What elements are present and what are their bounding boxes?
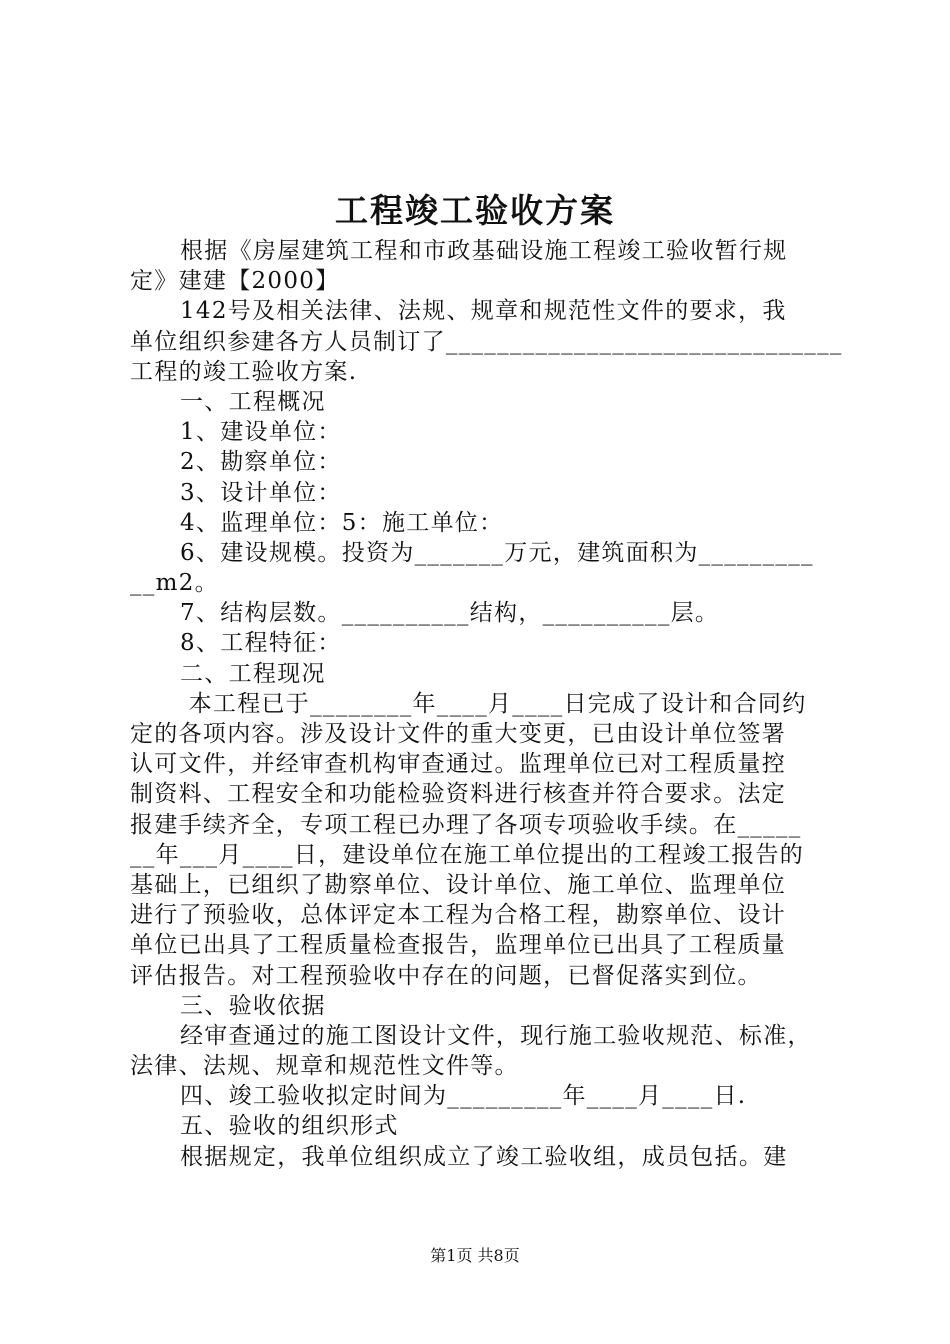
text-line: 1、建设单位：	[180, 419, 342, 446]
text-line: __年___月____日，建设单位在施工单位提出的工程竣工报告的	[130, 841, 805, 868]
text-line: 本工程已于________年____月____日完成了设计和合同约	[180, 690, 807, 717]
text-line: 7、结构层数。__________结构，__________层。	[180, 600, 720, 627]
text-line: 四、竣工验收拟定时间为_________年____月____日.	[180, 1083, 747, 1110]
text-line: 4、监理单位：5：施工单位：	[180, 509, 504, 536]
text-line: 五、验收的组织形式	[180, 1113, 399, 1140]
text-line: 制资料、工程安全和功能检验资料进行核查并符合要求。法定	[130, 781, 787, 808]
text-line: 3、设计单位：	[180, 479, 342, 506]
text-line: 6、建设规模。投资为_______万元，建筑面积为_________	[180, 539, 814, 566]
text-line: 报建手续齐全，专项工程已办理了各项专项验收手续。在_____	[130, 811, 802, 838]
text-line: 142号及相关法律、法规、规章和规范性文件的要求，我	[180, 298, 787, 325]
page-footer: 第1页 共8页	[430, 1246, 520, 1265]
text-line: 三、验收依据	[180, 992, 326, 1019]
text-line: 工程的竣工验收方案.	[130, 358, 358, 385]
text-line: 根据《房屋建筑工程和市政基础设施工程竣工验收暂行规	[180, 238, 788, 264]
text-line: 定的各项内容。涉及设计文件的重大变更，已由设计单位签署	[130, 721, 787, 747]
text-line: 定》建建【2000】	[130, 268, 340, 295]
text-line: 单位已出具了工程质量检查报告，监理单位已出具了工程质量	[130, 932, 787, 959]
text-line: 二、工程现况	[180, 660, 326, 687]
text-line: 2、勘察单位：	[180, 449, 342, 476]
text-line: 根据规定，我单位组织成立了竣工验收组，成员包括。建	[180, 1143, 788, 1170]
text-line: __m2。	[130, 570, 219, 597]
text-line: 单位组织参建各方人员制订了_______________________________	[130, 328, 843, 355]
document-body	[130, 236, 843, 1172]
text-line: 评估报告。对工程预验收中存在的问题，已督促落实到位。	[130, 962, 762, 989]
text-line: 进行了预验收，总体评定本工程为合格工程，勘察单位、设计	[130, 902, 787, 929]
text-line: 基础上，已组织了勘察单位、设计单位、施工单位、监理单位	[130, 871, 787, 898]
text-line: 认可文件，并经审查机构审查通过。监理单位已对工程质量控	[130, 751, 787, 778]
text-line: 8、工程特征：	[180, 630, 342, 657]
text-line: 一、工程概况	[180, 388, 326, 415]
document-title: 工程竣工验收方案	[335, 191, 615, 230]
text-line: 法律、法规、规章和规范性文件等。	[130, 1053, 519, 1080]
text-line: 经审查通过的施工图设计文件，现行施工验收规范、标准，	[180, 1022, 812, 1049]
